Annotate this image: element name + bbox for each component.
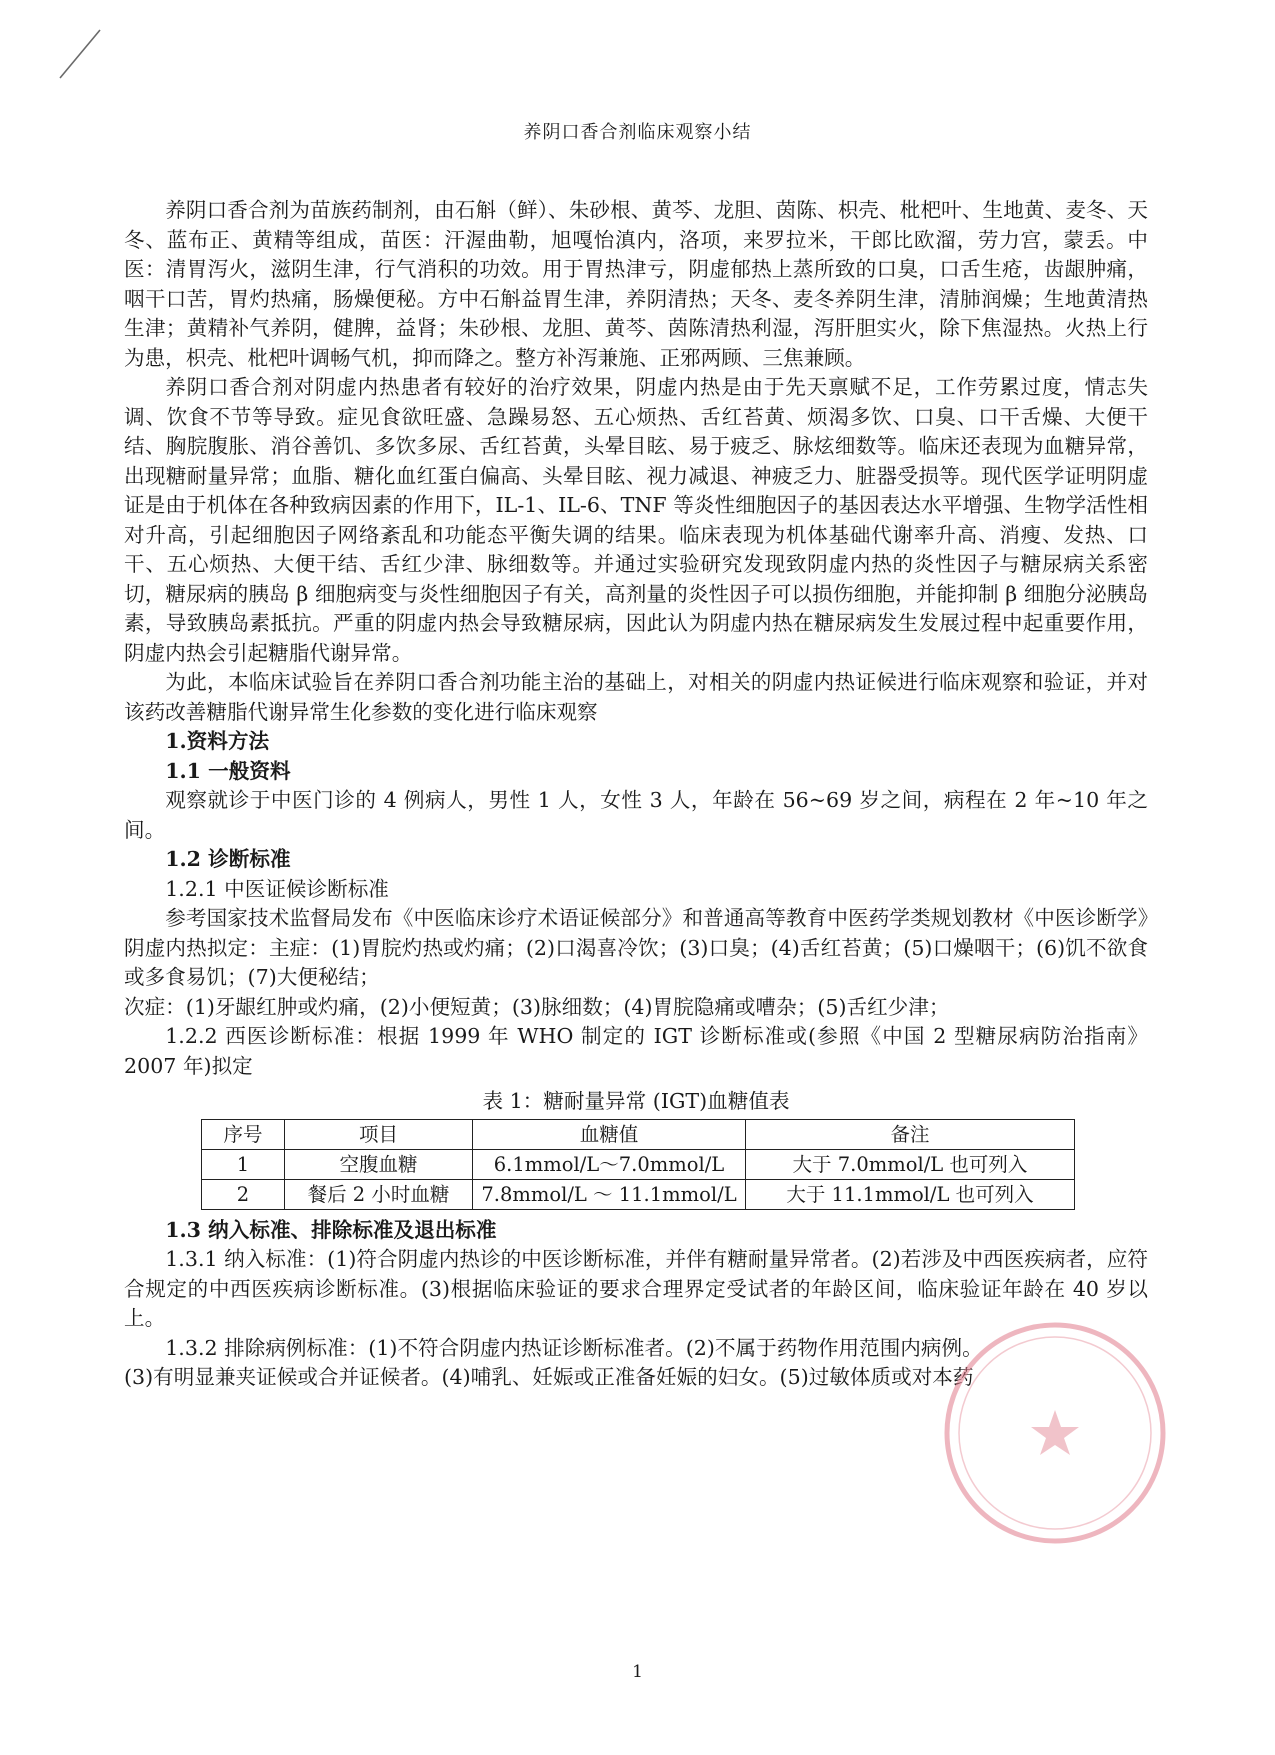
page-title: 养阴口香合剂临床观察小结 (523, 122, 752, 143)
document-body (124, 196, 1148, 1393)
cell-item: 餐后 2 小时血糖 (285, 1179, 473, 1209)
table-caption: 表 1：糖耐量异常 (IGT)血糖值表 (482, 1089, 790, 1113)
exclusion-criteria-line: 1.3.2 排除病例标准：(1)不符合阴虚内热证诊断标准者。(2)不属于药物作用范围内病例。 (165, 1335, 983, 1360)
cell-index: 2 (202, 1179, 285, 1209)
header-remark: 备注 (746, 1119, 1075, 1149)
section-heading-1-3: 1.3 纳入标准、排除标准及退出标准 (165, 1217, 497, 1242)
cell-glucose: 7.8mmol/L ～ 11.1mmol/L (473, 1179, 746, 1209)
igt-table (201, 1119, 1075, 1210)
section-heading-1-2: 1.2 诊断标准 (165, 847, 291, 871)
cell-item: 空腹血糖 (285, 1149, 473, 1179)
section-heading-1-2-1: 1.2.1 中医证候诊断标准 (165, 876, 389, 901)
section-heading-1: 1.资料方法 (165, 729, 270, 753)
cell-remark: 大于 11.1mmol/L 也可列入 (746, 1179, 1075, 1209)
general-info-paragraph: 观察就诊于中医门诊的 4 例病人，男性 1 人，女性 3 人，年龄在 56~69 岁之间，病程在 2 年~10 年之间。 (124, 788, 1148, 842)
page-number: 1 (632, 1662, 643, 1682)
cell-index: 1 (202, 1149, 285, 1179)
cell-remark: 大于 7.0mmol/L 也可列入 (746, 1149, 1075, 1179)
tcm-criteria-paragraph: 参考国家技术监督局发布《中医临床诊疗术语证候部分》和普通高等教育中医药学类规划教材《中医诊断学》阴虚内热拟定：主症：(1)胃脘灼热或灼痛；(2)口渴喜冷饮；(3)口臭；(4)舌红苔黄；(5)口燥咽干；(6)饥不欲食或多食易饥；(7)大便秘结； (124, 906, 1148, 989)
exclusion-criteria-continued: (3)有明显兼夹证候或合并证候者。(4)哺乳、妊娠或正准备妊娠的妇女。(5)过敏体质或对本药 (124, 1365, 974, 1389)
intro-paragraph: 养阴口香合剂为苗族药制剂，由石斛（鲜）、朱砂根、黄芩、龙胆、茵陈、枳壳、枇杷叶、生地黄、麦冬、天冬、蓝布正、黄精等组成，苗医：汗渥曲勒，旭嘎怡滇内，洛项，来罗拉米，干郎比欧溜，劳力宫，蒙丢。中医：清胃泻火，滋阴生津，行气消积的功效。用于胃热津亏，阴虚郁热上蒸所致的口臭，口舌生疮，齿龈肿痛，咽干口苦，胃灼热痛，肠燥便秘。方中石斛益胃生津，养阴清热；天冬、麦冬养阴生津，清肺润燥；生地黄清热生津；黄精补气养阴，健脾，益肾；朱砂根、龙胆、黄芩、茵陈清热利湿，泻肝胆实火，除下焦湿热。火热上行为患，枳壳、枇杷叶调畅气机，抑而降之。整方补泻兼施、正邪两顾、三焦兼顾。 (124, 198, 1148, 370)
minor-symptoms-line: 次症：(1)牙龈红肿或灼痛，(2)小便短黄；(3)脉细数；(4)胃脘隐痛或嘈杂；(5)舌红少津； (124, 994, 950, 1019)
table-row (202, 1149, 1075, 1179)
header-item: 项目 (285, 1119, 473, 1149)
table-row (202, 1179, 1075, 1209)
pathology-paragraph: 养阴口香合剂对阴虚内热患者有较好的治疗效果，阴虚内热是由于先天禀赋不足，工作劳累过度，情志失调、饮食不节等导致。症见食欲旺盛、急躁易怒、五心烦热、舌红苔黄、烦渴多饮、口臭、口干舌燥、大便干结、胸脘腹胀、消谷善饥、多饮多尿、舌红苔黄，头晕目眩、易于疲乏、脉炫细数等。临床还表现为血糖异常，出现糖耐量异常；血脂、糖化血红蛋白偏高、头晕目眩、视力减退、神疲乏力、脏器受损等。现代医学证明阴虚证是由于机体在各种致病因素的作用下，IL-1、IL-6、TNF 等炎性细胞因子的基因表达水平增强、生物学活性相对升高，引起细胞因子网络紊乱和功能态平衡失调的结果。临床表现为机体基础代谢率升高、消瘦、发热、口干、五心烦热、大便干结、舌红少津、脉细数等。并通过实验研究发现致阴虚内热的炎性因子与糖尿病关系密切，糖尿病的胰岛 β 细胞病变与炎性细胞因子有关，高剂量的炎性因子可以损伤细胞，并能抑制 β 细胞分泌胰岛素，导致胰岛素抵抗。严重的阴虚内热会导致糖尿病，因此认为阴虚内热在糖尿病发生发展过程中起重要作用，阴虚内热会引起糖脂代谢异常。 (124, 375, 1148, 665)
inclusion-criteria-paragraph: 1.3.1 纳入标准：(1)符合阴虚内热诊的中医诊断标准，并伴有糖耐量异常者。(2)若涉及中西医疾病者，应符合规定的中西医疾病诊断标准。(3)根据临床验证的要求合理界定受试者的年龄区间，临床验证年龄在 40 岁以上。 (124, 1247, 1148, 1330)
header-index: 序号 (202, 1119, 285, 1149)
purpose-paragraph: 为此，本临床试验旨在养阴口香合剂功能主治的基础上，对相关的阴虚内热证候进行临床观察和验证，并对该药改善糖脂代谢异常生化参数的变化进行临床观察 (124, 670, 1148, 724)
official-seal-stamp (940, 1318, 1170, 1548)
table-header-row (202, 1119, 1075, 1149)
pen-stroke-mark (58, 28, 118, 88)
western-criteria-paragraph: 1.2.2 西医诊断标准：根据 1999 年 WHO 制定的 IGT 诊断标准或(参照《中国 2 型糖尿病防治指南》2007 年)拟定 (124, 1024, 1148, 1078)
section-heading-1-1: 1.1 一般资料 (165, 758, 291, 783)
header-glucose: 血糖值 (473, 1119, 746, 1149)
cell-glucose: 6.1mmol/L～7.0mmol/L (473, 1149, 746, 1179)
